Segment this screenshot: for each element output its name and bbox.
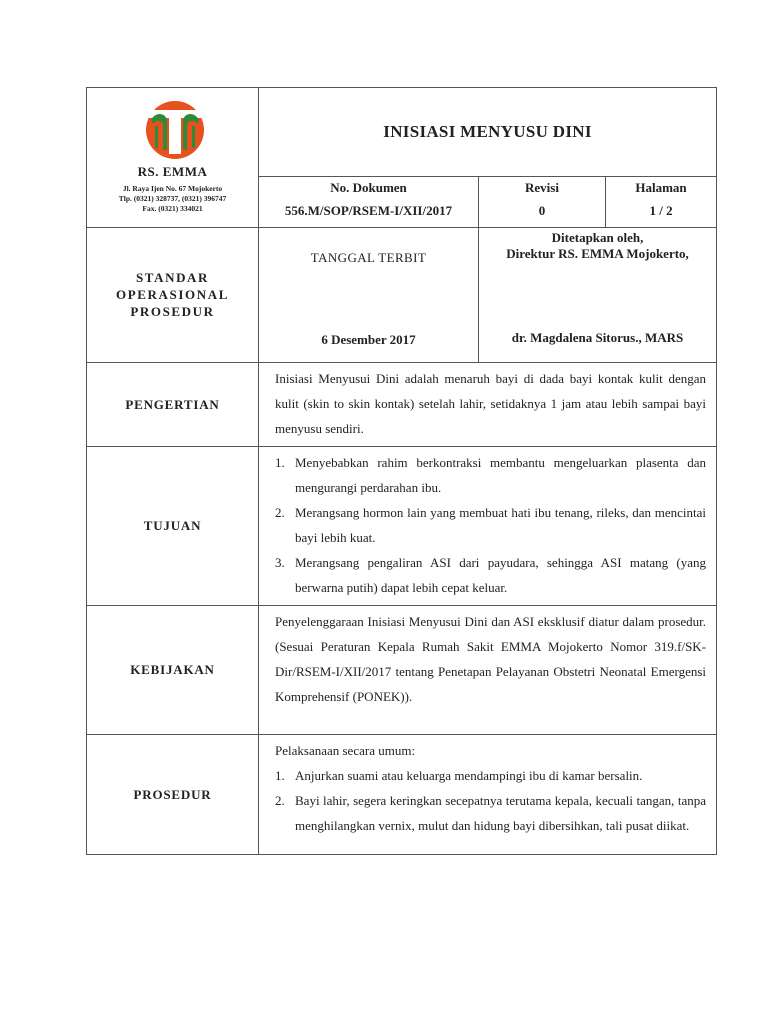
- halaman-cell: [606, 177, 717, 228]
- list-item: [275, 550, 706, 600]
- list-number: 2.: [275, 505, 285, 520]
- pengertian-text: Inisiasi Menyusui Dini adalah menaruh bayi di dada bayi kontak kulit dengan kulit (skin to skin kontak) setelah lahir, setidaknya 1 jam atau lebih sampai bayi menyusu sendiri.: [275, 371, 707, 436]
- ditetapkan-cell: [479, 228, 717, 363]
- list-text: Merangsang pengaliran ASI dari payudara, sehingga ASI matang (yang berwarna putih) dapat lebih cepat keluar.: [295, 555, 707, 595]
- kebijakan-text: Penyelenggaraan Inisiasi Menyusui Dini dan ASI eksklusif diatur dalam prosedur. (Sesuai Peraturan Kepala Rumah Sakit EMMA Mojokerto Nomor 319.f/SK-Dir/RSEM-I/XII/2017 tentang Penetapan Pelayanan Obstetri Neonatal Emergensi Komprehensif (PONEK)).: [275, 614, 707, 704]
- halaman-label: Halaman: [635, 180, 687, 195]
- section-content: [259, 735, 717, 855]
- list-text: Bayi lahir, segera keringkan secepatnya terutama kepala, kecuali tangan, tanpa menghilangkan vernix, mulut dan hidung bayi dibersihkan, tali pusat diikat.: [295, 793, 707, 833]
- sop-line-operasional: OPERASIONAL: [116, 287, 229, 302]
- list-item: [275, 500, 706, 550]
- section-label: TUJUAN: [87, 447, 259, 606]
- no-dokumen-cell: [259, 177, 479, 228]
- list-item: [275, 450, 706, 500]
- section-content: [259, 606, 717, 735]
- list-item: [275, 763, 706, 788]
- address-line: Jl. Raya Ijen No. 67 Mojokerto: [122, 184, 223, 193]
- no-dokumen-value: 556.M/SOP/RSEM-I/XII/2017: [284, 203, 453, 218]
- revisi-value: 0: [538, 203, 546, 218]
- tujuan-list: [275, 450, 706, 600]
- no-dokumen-label: No. Dokumen: [330, 180, 407, 195]
- tanggal-terbit-cell: [259, 228, 479, 363]
- sop-document: [86, 87, 716, 855]
- list-text: Menyebabkan rahim berkontraksi membantu mengeluarkan plasenta dan mengurangi perdarahan ibu.: [295, 455, 707, 495]
- section-content: [259, 363, 717, 447]
- hospital-name: RS. EMMA: [137, 164, 208, 179]
- signatory-name: dr. Magdalena Sitorus., MARS: [511, 330, 684, 345]
- section-row-tujuan: [87, 447, 717, 606]
- section-row-prosedur: [87, 735, 717, 855]
- document-title-cell: [259, 88, 717, 177]
- section-label: PENGERTIAN: [87, 363, 259, 447]
- tanggal-terbit-label: TANGGAL TERBIT: [310, 250, 427, 265]
- revisi-label: Revisi: [525, 180, 559, 195]
- list-number: 1.: [275, 768, 285, 783]
- hospital-logo: [139, 100, 211, 164]
- halaman-value: 1 / 2: [649, 203, 673, 218]
- list-text: Anjurkan suami atau keluarga mendampingi ibu di kamar bersalin.: [295, 768, 643, 783]
- section-label: KEBIJAKAN: [87, 606, 259, 735]
- list-number: 2.: [275, 793, 285, 808]
- sop-table: [86, 87, 717, 855]
- list-text: Merangsang hormon lain yang membuat hati ibu tenang, rileks, dan mencintai bayi lebih kuat.: [295, 505, 707, 545]
- sop-line-standar: STANDAR: [135, 270, 210, 285]
- prosedur-intro: Pelaksanaan secara umum:: [275, 743, 416, 758]
- phone-line: Tlp. (0321) 328737, (0321) 396747: [118, 194, 227, 203]
- hospital-identity-cell: [87, 88, 259, 228]
- sop-line-prosedur: PROSEDUR: [130, 304, 215, 319]
- prosedur-list: [275, 763, 706, 838]
- list-item: [275, 788, 706, 838]
- list-number: 1.: [275, 455, 285, 470]
- section-row-pengertian: [87, 363, 717, 447]
- hospital-address: [87, 184, 258, 214]
- list-number: 3.: [275, 555, 285, 570]
- section-content: [259, 447, 717, 606]
- sop-type-cell: [87, 228, 259, 363]
- ditetapkan-label: Ditetapkan oleh,: [551, 230, 644, 245]
- document-title: INISIASI MENYUSU DINI: [383, 122, 592, 141]
- tanggal-terbit-value: 6 Desember 2017: [321, 332, 416, 347]
- fax-line: Fax. (0321) 334021: [142, 204, 203, 213]
- direktur-label: Direktur RS. EMMA Mojokerto,: [506, 246, 689, 261]
- section-label: PROSEDUR: [87, 735, 259, 855]
- section-row-kebijakan: [87, 606, 717, 735]
- revisi-cell: [479, 177, 606, 228]
